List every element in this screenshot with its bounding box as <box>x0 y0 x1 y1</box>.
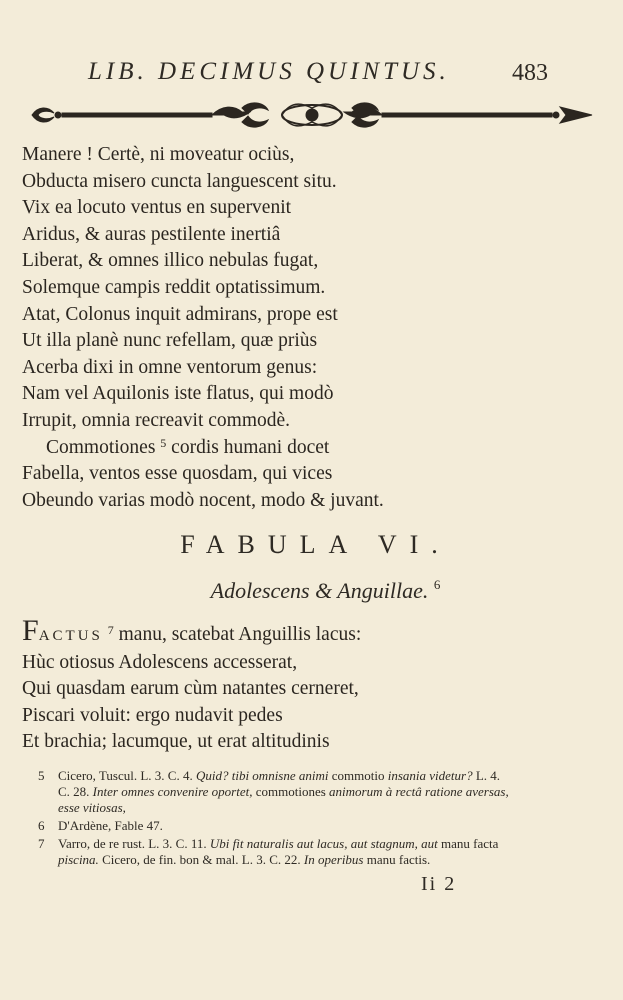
footnote-number: 5 <box>38 768 45 783</box>
verse-line: Acerba dixi in omne ventorum genus: <box>22 356 318 378</box>
verse-line: Fabella, ventos esse quosdam, qui vices <box>22 463 333 485</box>
moral-text-post: cordis humani docet <box>171 436 330 458</box>
verse-line: Hùc otiosus Adolescens accesserat, <box>22 651 298 673</box>
footnote-number: 7 <box>38 836 45 851</box>
verse-line: Liberat, & omnes illico nebulas fugat, <box>22 250 319 272</box>
footnote-italic: In operibus <box>303 852 364 867</box>
running-head <box>88 58 548 94</box>
footnote-ref-7: 7 <box>107 623 114 637</box>
footnote-text: Cicero, Tuscul. L. 3. C. 4. <box>58 768 193 783</box>
verse-line: Et brachia; lacumque, ut erat altitudinis <box>22 731 330 753</box>
decorative-rule-icon <box>28 98 596 132</box>
footnote-ref-5: 5 <box>160 435 167 450</box>
verse-line: Obeundo varias modò nocent, modo & juvant. <box>22 489 384 511</box>
verse-line: Vix ea locuto ventus en supervenit <box>22 197 292 219</box>
signature-mark: Ii 2 <box>421 873 457 895</box>
verse-block-1 <box>22 142 582 514</box>
footnote-number: 6 <box>38 818 45 833</box>
footnotes <box>38 768 514 870</box>
smallcaps-word: ACTUS <box>38 628 103 644</box>
verse-line: Aridus, & auras pestilente inertiâ <box>22 223 281 245</box>
verse-line: Atat, Colonus inquit admirans, prope est <box>22 303 338 325</box>
verse-line: Piscari voluit: ergo nudavit pedes <box>22 704 283 726</box>
fable-subtitle-text: Adolescens & Anguillae. <box>210 578 429 603</box>
verse-line: Obducta misero cuncta languescent situ. <box>22 170 337 192</box>
moral-text-pre: Commotiones <box>46 436 156 458</box>
footnote-text: Cicero, de fin. bon & mal. L. 3. C. 22. <box>102 852 301 867</box>
running-title: LIB. DECIMUS QUINTUS. <box>88 58 450 85</box>
verse-line: Solemque campis reddit optatissimum. <box>22 276 326 298</box>
verse-line-moral <box>22 435 582 462</box>
footnote-italic: piscina. <box>58 852 99 867</box>
fable-heading: FABULA VI. <box>180 530 451 559</box>
footnote-italic: Inter omnes convenire oportet, <box>92 784 253 799</box>
footnote-5 <box>38 768 514 816</box>
drop-initial: F <box>22 614 39 647</box>
verse-block-2 <box>22 614 582 756</box>
footnote-text: manu factis. <box>366 852 431 867</box>
page-number: 483 <box>512 60 548 86</box>
footnote-text: L. 4. C. 28. <box>58 768 501 799</box>
fable-subtitle <box>0 578 623 604</box>
verse-line: Irrupit, omnia recreavit commodè. <box>22 409 291 431</box>
footnote-7 <box>38 836 514 868</box>
footnote-text: commotiones <box>255 784 326 799</box>
verse-line: Qui quasdam earum cùm natantes cerneret, <box>22 678 359 700</box>
footnote-text: Varro, de re rust. L. 3. C. 11. <box>58 836 207 851</box>
first-line-rest: manu, scatebat Anguillis lacus: <box>118 624 362 645</box>
footnote-6 <box>38 818 514 834</box>
footnote-italic: Quid? tibi omnisne animi <box>195 768 329 783</box>
footnote-ref-6: 6 <box>433 577 441 592</box>
footnote-italic: insania videtur? <box>387 768 473 783</box>
verse-line: Ut illa planè nunc refellam, quæ priùs <box>22 330 318 352</box>
footnote-italic: Ubi fit naturalis aut lacus, aut stagnum, aut <box>209 836 438 851</box>
footnote-italic: animorum à rectâ ratione aversas, esse vitiosas, <box>58 784 509 815</box>
footnote-text: D'Ardène, Fable 47. <box>58 818 163 833</box>
verse-line: Nam vel Aquilonis iste flatus, qui modò <box>22 383 334 405</box>
footnote-text: commotio <box>331 768 385 783</box>
verse-line-first <box>22 614 582 650</box>
verse-line: Manere ! Certè, ni moveatur ociùs, <box>22 144 295 165</box>
footnote-text: manu facta <box>441 836 499 851</box>
